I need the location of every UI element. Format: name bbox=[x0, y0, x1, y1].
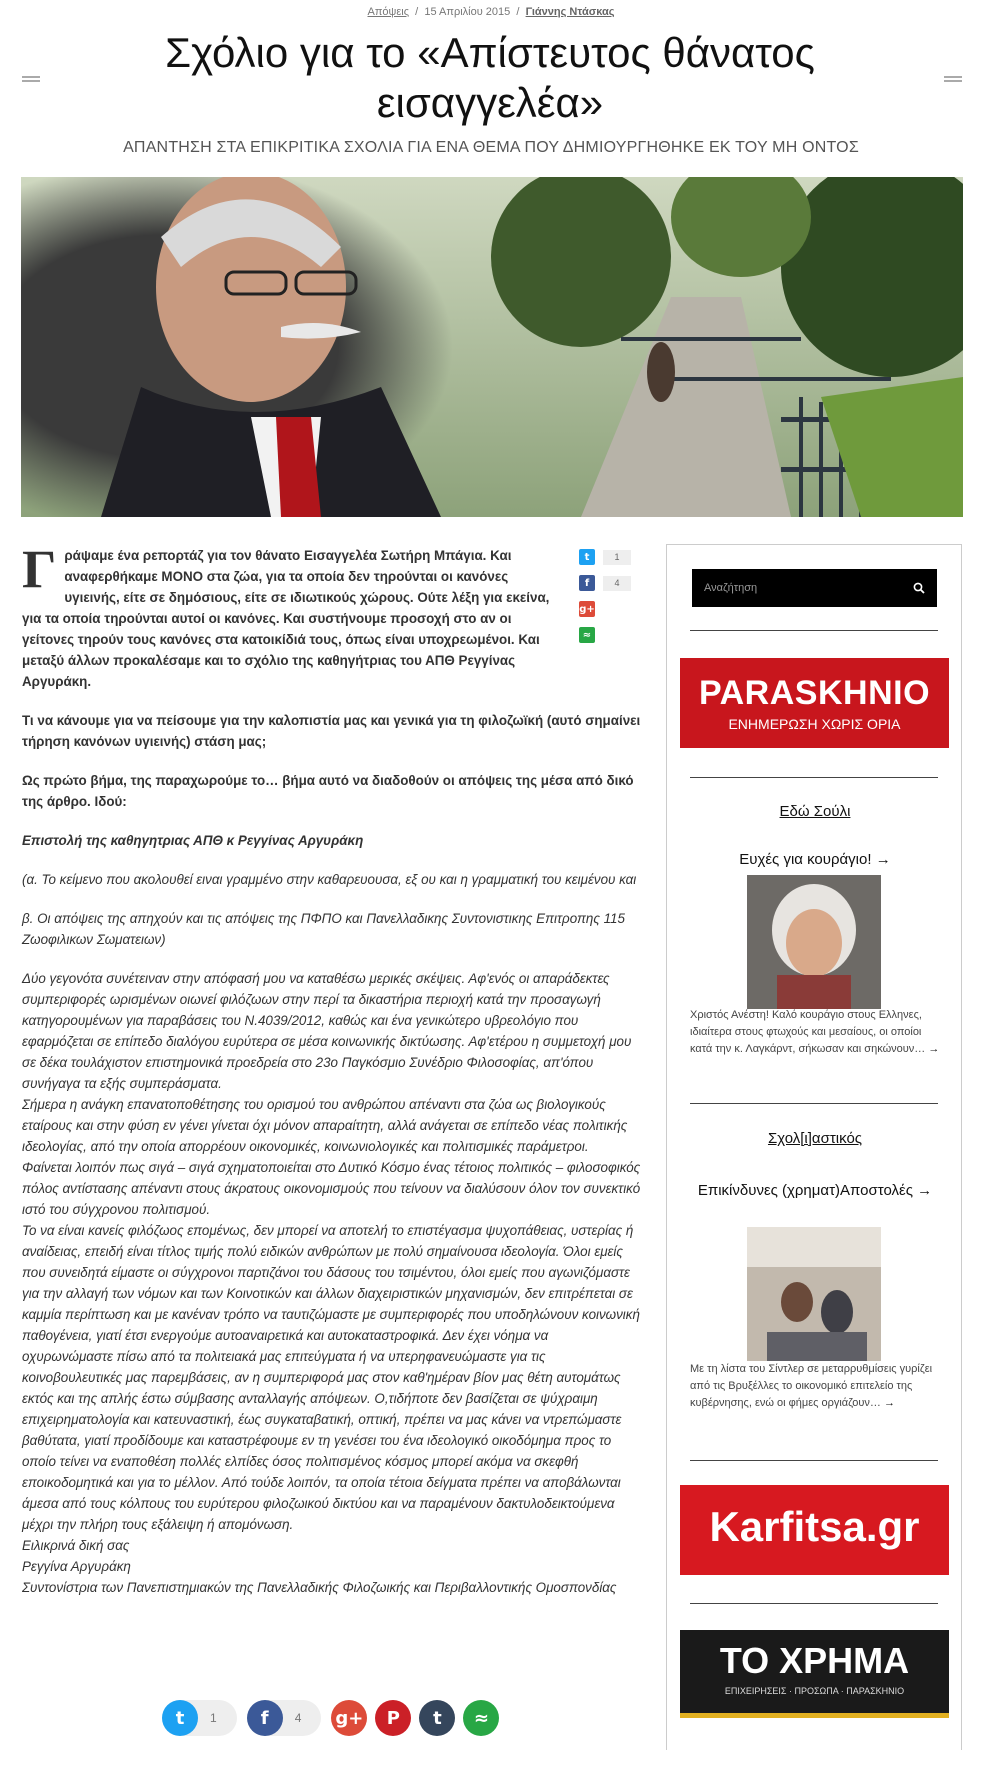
post-image-apostoles[interactable] bbox=[747, 1227, 881, 1361]
page-subtitle: ΑΠΑΝΤΗΣΗ ΣΤΑ ΕΠΙΚΡΙΤΙΚΑ ΣΧΟΛΙΑ ΓΙΑ ΕΝΑ ΘΕΜΑ ΠΟΥ ΔΗΜΙΟΥΡΓΗΘΗΚΕ ΕΚ ΤΟΥ ΜΗ ΟΝΤΟΣ bbox=[123, 139, 859, 156]
category-link[interactable]: Απόψεις bbox=[367, 6, 410, 18]
letter-signature: Ρεγγίνα Αργυράκη bbox=[22, 1559, 131, 1574]
share-bottom-bar bbox=[162, 1700, 507, 1736]
divider bbox=[690, 630, 938, 631]
title-line-1: Σχόλιο για το «Απίστευτος θάνατος bbox=[165, 29, 815, 76]
letter-closing: Ειλικρινά δική σας bbox=[22, 1538, 130, 1553]
divider bbox=[690, 1460, 938, 1461]
letter-paragraph-2: Σήμερα η ανάγκη επανατοποθέτησης του ορισμού του ανθρώπου απέναντι στα ζώα ως βιολογικούς εταίρους και στην φύση εν γένει γίνεται όχι μόνον απαραίτητη, αλλά ανάγεται σε επίπεδο νέας πολιτικής ιδεολογίας, από την οποία απορρέουν οικονομικές, κοινωνιολογικές και πολιτισμικές παράμετροι. Φαίνεται λοιπόν πως σιγά – σιγά σχηματοποιείται στο Δυτικό Κόσμο ένας τέτοιος πολιτικός – φιλοσοφικός πόλος αντίστασης απέναντι στους άκρατους οικονομισμούς που τείνουν να διαλύσουν όλον τον συνεκτικό ιστό του σύγχρονου πολιτισμού. bbox=[22, 1097, 641, 1217]
note-b: β. Οι απόψεις της απηχούν και τις απόψεις της ΠΦΠΟ και Πανελλαδικης Συντονιστικης Επιτροπης 115 Ζωοφιλικων Σωματειων) bbox=[22, 911, 625, 947]
twitter-icon-large[interactable]: t bbox=[162, 1700, 198, 1736]
post-excerpt-apostoles bbox=[690, 1361, 940, 1412]
share-icon-large[interactable]: ≈ bbox=[463, 1700, 499, 1736]
letter-paragraph-3: Το να είναι κανείς φιλόζωος επομένως, δεν μπορεί να αποτελή το επιστέγασμα ψυχοπάθειας, υστερίας ή αναίδειας, επειδή είναι τίτλος τιμής πολύ ειδικών ανθρώπων με πολύ σημαίνουσα ιδεολογία. Όλοι εμείς που συνειδητά είμαστε οι σύγχρονοι παρτιζάνοι του δάσους του τσιμέντου, όλοι εμείς που αγωνιζόμαστε για την αλλαγή των νόμων και των Κοινοτικών και άλλων διαχειριστικών μηχανισμών, δεν επιτρέπεται σε καμμία περίπτωση και με κανέναν τρόπο να ταυτιζώμαστε με συμπεριφορές που υποδηλώνουν κοινωνική παθογένεια, γιατί έτσι ενεργούμε αυτοαναιρετικά και αυτοκαταστροφικά. Δεν έχει νόημα να οχυρωνώμαστε πίσω από τα πολιτειακά μας επιτεύγματα ή να υπερηφανευώμαστε για τις κοινοβουλευτικές μας παρεμβάσεις, αν η συμπεριφορά μας στον καθ'ημέραν βίον μας θέτη αυτομάτως εκτός και της απλής έστω σύμβασης ανταλλαγής απόψεων. Ο,τιδήποτε δεν βασίζεται σε ψύχραιμη επιχειρηματολογία και κατευναστική, έως συγκαταβατική, οπτική, πρέπει να μας κάνει να ντρεπώμαστε βαθύτατα, γιατί προδίδουμε και καταστρέφουμε εν τη γενέσει του ένα ιδεολογικό οικοδόμημα προς το οποίο τείνει να εναποθέση πολλές ελπίδες όσος πολιτισμένος κόσμος μπορεί ακόμα να σκεφθή εποικοδομητικά και για το μέλλον. Από τούδε λοιπόν, τα οποία τέτοια δείγματα πρέπει να αποβάλωνται άμεσα από τους κόλπους του ευρύτερου φιλοζωικού δικτύου και να παραμένουν δακτυλοδεικτούμενα μέχρι την πλήρη τους εξάλειψη ή απομόνωση. bbox=[22, 1223, 640, 1532]
hero-image bbox=[21, 177, 963, 517]
article-intro bbox=[22, 539, 642, 692]
facebook-icon[interactable]: f bbox=[579, 575, 595, 591]
sidebar bbox=[666, 544, 962, 1750]
note-a: (α. Το κείμενο που ακολουθεί ειναι γραμμένο στην καθαρευουσα, εξ ου και η γραμματική του κειμένου και bbox=[22, 872, 637, 887]
letter-heading: Επιστολή της καθηγητριας ΑΠΘ κ Ρεγγίνας Αργυράκη bbox=[22, 833, 364, 848]
post-excerpt-text: Χριστός Ανέστη! Καλό κουράγιο στους Ελληνες, ιδιαίτερα στους φτωχούς και μεσαίους, οι οποίοι κατά την κ. Λαγκάρντ, σήκωσαν και σηκώνουν… bbox=[690, 1009, 926, 1055]
ad-paraskhnio-title: PARASKHNIO bbox=[698, 674, 931, 712]
letter-paragraph-1: Δύο γεγονότα συνέτειναν στην απόφασή μου να καταθέσω μερικές σκέψεις. Αφ'ενός οι απαράδεκτες συμπεριφορές ωρισμένων οιωνεί φιλόζωων στην περί τα δικαστήρια περιοχή κατά την προσαγωγή κατηγορουμένων για παραβάσεις του Ν.4039/2012, καθώς και ένα γενικώτερο υβρεολόγιο που εφαρμόζεται σε επίπεδο διαλόγου ευρύτερα σε μέσα κοινωνικής δικτύωσης. Αφ'ετέρου η συμμετοχή μου σε δέκα τουλάχιστον επιστημονικά προεδρεία στο 23ο Παγκόσμιο Συνέδριο Φιλοσοφίας, απ'όπου συνήγαγα τα εξής συμπεράσματα. bbox=[22, 971, 632, 1091]
page-title bbox=[90, 28, 890, 128]
google-plus-icon-large[interactable]: g+ bbox=[331, 1700, 367, 1736]
ad-paraskhnio[interactable] bbox=[680, 658, 949, 748]
title-line-2: εισαγγελέα» bbox=[376, 79, 604, 126]
search-input[interactable] bbox=[692, 569, 937, 607]
ad-paraskhnio-subtitle: ΕΝΗΜΕΡΩΣΗ ΧΩΡΙΣ ΟΡΙΑ bbox=[728, 716, 901, 732]
search-icon[interactable] bbox=[913, 582, 925, 594]
read-more-link-2[interactable]: → bbox=[883, 1397, 895, 1409]
article-paragraph-2: Τι να κάνουμε για να πείσουμε για την καλοπιστία μας και γενικά για τη φιλοζωϊκή (αυτό σημαίνει τήρηση κανόνων υγιεινής) στάση μας; bbox=[22, 713, 641, 749]
post-meta bbox=[0, 6, 982, 18]
twitter-icon[interactable]: t bbox=[579, 549, 595, 565]
divider bbox=[690, 777, 938, 778]
author-link[interactable]: Γιάννης Ντάσκας bbox=[525, 6, 615, 18]
tumblr-icon[interactable]: t bbox=[419, 1700, 455, 1736]
facebook-count-bottom: 4 bbox=[294, 1711, 302, 1725]
post-title-apostoles[interactable]: Επικίνδυνες (χρηματ)Αποστολές → bbox=[697, 1182, 933, 1199]
widget-title-souli[interactable]: Εδώ Σούλι bbox=[779, 803, 851, 820]
post-date: 15 Απριλίου 2015 bbox=[424, 6, 511, 18]
facebook-count: 4 bbox=[603, 576, 631, 591]
ad-to-xrima-title: ΤΟ ΧΡΗΜΑ bbox=[719, 1640, 910, 1681]
menu-icon[interactable] bbox=[22, 76, 40, 82]
menu-icon-right[interactable] bbox=[944, 76, 962, 82]
divider bbox=[690, 1103, 938, 1104]
ad-to-xrima-subtitle: ΕΠΙΧΕΙΡΗΣΕΙΣ · ΠΡΟΣΩΠΑ · ΠΑΡΑΣΚΗΝΙΟ bbox=[724, 1686, 905, 1696]
letter-body bbox=[22, 968, 642, 1598]
article-body bbox=[22, 539, 642, 1598]
post-image-lagarde[interactable] bbox=[747, 875, 881, 1009]
divider bbox=[690, 1603, 938, 1604]
facebook-icon-large[interactable]: f bbox=[247, 1700, 283, 1736]
article-paragraph-3: Ως πρώτο βήμα, της παραχωρούμε το… βήμα αυτό να διαδοθούν οι απόψεις της μέσα από δικό της άρθρο. Ιδού: bbox=[22, 773, 634, 809]
article-intro-text: ράψαμε ένα ρεπορτάζ για τον θάνατο Εισαγγελέα Σωτήρη Μπάγια. Και αναφερθήκαμε ΜΟΝΟ στα ζώα, για τα οποία δεν τηρούνται οι κανόνες υγιεινής, είτε σε δημόσιους, είτε σε ιδιωτικούς χώρους. Ούτε λέξη για εκείνα, για τα οποία τηρούνται αυτοί οι κανόνες. Και συστήνουμε προσοχή στο αν οι γείτονες τηρούν τους κανόνες στα κατοικίδιά τους, όπως είναι υποχρεωμένοι. Και μεταξύ άλλων προκαλέσαμε και το σχόλιο της καθηγήτριας του ΑΠΘ Ρεγγίνας Αργυράκη. bbox=[22, 548, 550, 689]
share-bottom-facebook[interactable] bbox=[247, 1700, 322, 1736]
dropcap: Γ bbox=[22, 539, 57, 599]
twitter-count-bottom: 1 bbox=[210, 1711, 217, 1725]
read-more-link[interactable]: → bbox=[928, 1043, 940, 1055]
meta-separator-2: / bbox=[516, 6, 520, 18]
post-title-kouragio[interactable]: Ευχές για κουράγιο! → bbox=[739, 851, 891, 868]
widget-title-scholiastikos[interactable]: Σχολ[ι]αστικός bbox=[767, 1130, 863, 1147]
share-icon[interactable]: ≈ bbox=[579, 627, 595, 643]
google-plus-icon[interactable]: g+ bbox=[579, 601, 595, 617]
pinterest-icon[interactable]: P bbox=[375, 1700, 411, 1736]
ad-karfitsa[interactable] bbox=[680, 1485, 949, 1575]
ad-karfitsa-title: Karfitsa.gr bbox=[709, 1503, 920, 1550]
share-bottom-twitter[interactable] bbox=[162, 1700, 237, 1736]
meta-separator: / bbox=[415, 6, 419, 18]
post-excerpt-text-2: Με τη λίστα του Σίντλερ σε μεταρρυθμίσεις γυρίζει από τις Βρυξέλλες το οικονομικό επιτελείο της κυβέρνησης, ενώ οι φήμες οργιάζουν… bbox=[690, 1363, 933, 1409]
post-excerpt-kouragio bbox=[690, 1007, 940, 1058]
twitter-count: 1 bbox=[603, 550, 631, 565]
letter-role: Συντονίστρια των Πανεπιστημιακών της Πανελλαδικής Φιλοζωικής και Περιβαλλοντικής Ομοσπονδίας bbox=[22, 1580, 617, 1595]
ad-to-xrima[interactable] bbox=[680, 1630, 949, 1718]
search-placeholder: Αναζήτηση bbox=[704, 582, 758, 594]
